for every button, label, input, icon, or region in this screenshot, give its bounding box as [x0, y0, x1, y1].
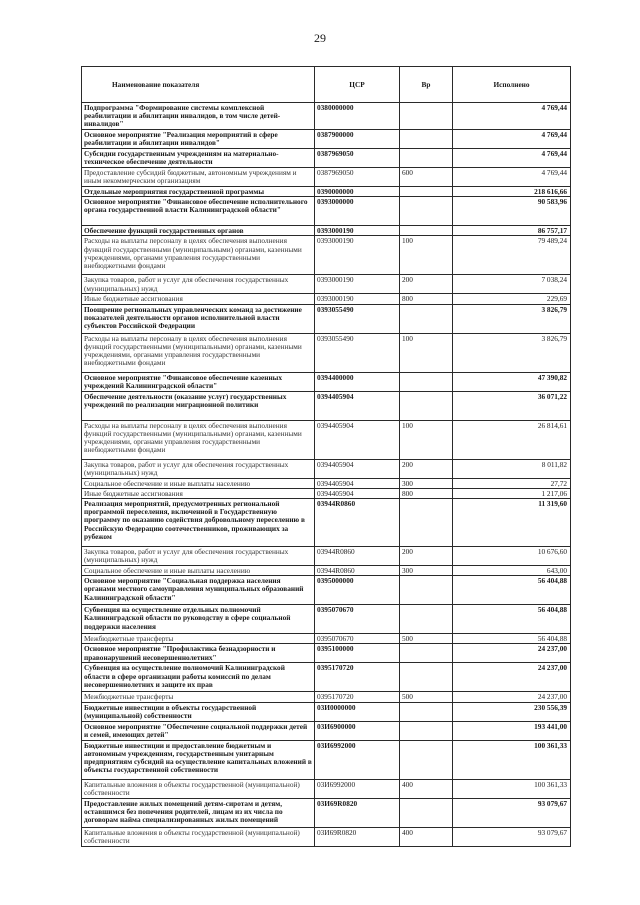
table-row [82, 149, 571, 168]
row-csr: 0394405904 [315, 478, 400, 488]
table-row [82, 488, 571, 498]
row-vr [400, 391, 453, 420]
row-csr: 0395170720 [315, 692, 400, 702]
row-name: Подпрограмма "Формирование системы комплексной реабилитации и абилитации инвалидов, в том числе детей-инвалидов" [82, 103, 315, 130]
table-row [82, 566, 571, 576]
table-row [82, 103, 571, 130]
row-name: Основное мероприятие "Обеспечение социальной поддержки детей и семей, имеющих детей" [82, 721, 315, 740]
row-vr: 800 [400, 488, 453, 498]
table-header-row [82, 67, 571, 103]
table-row [82, 702, 571, 721]
row-amount: 56 404,88 [453, 605, 571, 634]
row-csr: 0395000000 [315, 576, 400, 605]
row-vr [400, 644, 453, 663]
row-csr: 0394400000 [315, 372, 400, 391]
table-row [82, 226, 571, 236]
row-name: Обеспечение деятельности (оказание услуг) государственных учреждений по реализации миграционной политики [82, 391, 315, 420]
row-vr [400, 304, 453, 333]
row-vr [400, 605, 453, 634]
row-amount: 24 237,00 [453, 692, 571, 702]
row-name: Социальное обеспечение и иные выплаты населению [82, 478, 315, 488]
row-vr: 800 [400, 294, 453, 304]
row-csr: 0394405904 [315, 420, 400, 459]
row-vr: 400 [400, 827, 453, 846]
row-amount: 8 011,82 [453, 459, 571, 478]
table-row [82, 740, 571, 779]
row-csr: 03944R0860 [315, 547, 400, 566]
row-vr: 100 [400, 236, 453, 275]
row-name: Бюджетные инвестиции и предоставление бюджетным и автономным учреждениям, государственным унитарным предприятиям субсидий на осуществление капитальных вложений в объекты государственной собственности [82, 740, 315, 779]
row-amount: 4 769,44 [453, 103, 571, 130]
row-vr [400, 721, 453, 740]
table-row [82, 420, 571, 459]
table-row [82, 798, 571, 827]
table-row [82, 644, 571, 663]
row-name: Межбюджетные трансферты [82, 692, 315, 702]
table-body [82, 103, 571, 847]
row-vr: 300 [400, 566, 453, 576]
table-row [82, 294, 571, 304]
table-row [82, 478, 571, 488]
row-amount: 26 814,61 [453, 420, 571, 459]
row-name: Закупка товаров, работ и услуг для обеспечения государственных (муниципальных) нужд [82, 459, 315, 478]
row-csr: 0393055490 [315, 304, 400, 333]
row-csr: 03944R0860 [315, 566, 400, 576]
row-amount: 79 489,24 [453, 236, 571, 275]
row-name: Поощрение региональных управленческих команд за достижение показателей деятельности органов исполнительной власти субъектов Российской Федерации [82, 304, 315, 333]
row-vr: 300 [400, 478, 453, 488]
row-csr: 0393000190 [315, 236, 400, 275]
row-amount: 24 237,00 [453, 663, 571, 692]
row-vr: 500 [400, 692, 453, 702]
row-amount: 4 769,44 [453, 168, 571, 187]
row-csr: 0393055490 [315, 333, 400, 372]
row-name: Основное мероприятие "Профилактика безнадзорности и правонарушений несовершеннолетних" [82, 644, 315, 663]
row-name: Основное мероприятие "Финансовое обеспечение исполнительного органа государственной власти Калининградской области" [82, 197, 315, 226]
row-csr: 0380000000 [315, 103, 400, 130]
row-amount: 93 079,67 [453, 827, 571, 846]
table-row [82, 605, 571, 634]
table-row [82, 304, 571, 333]
row-csr: 0393000190 [315, 226, 400, 236]
row-name: Основное мероприятие "Финансовое обеспечение казенных учреждений Калининградской области" [82, 372, 315, 391]
row-vr [400, 576, 453, 605]
row-amount: 10 676,60 [453, 547, 571, 566]
row-vr: 500 [400, 634, 453, 644]
row-csr: 0395070670 [315, 605, 400, 634]
row-amount: 1 217,06 [453, 488, 571, 498]
row-name: Иные бюджетные ассигнования [82, 294, 315, 304]
header-vr: Вр [400, 67, 453, 103]
row-vr [400, 740, 453, 779]
header-csr: ЦСР [315, 67, 400, 103]
table-row [82, 547, 571, 566]
row-name: Субсидии государственным учреждениям на материально-техническое обеспечение деятельности [82, 149, 315, 168]
table-row [82, 236, 571, 275]
row-amount: 56 404,88 [453, 576, 571, 605]
row-name: Закупка товаров, работ и услуг для обеспечения государственных (муниципальных) нужд [82, 275, 315, 294]
row-csr: 0394405904 [315, 459, 400, 478]
row-name: Расходы на выплаты персоналу в целях обеспечения выполнения функций государственными (муниципальными) органами, казенными учреждениями, органами управления государственными внебюджетными фондами [82, 420, 315, 459]
row-vr [400, 372, 453, 391]
row-csr: 0387969050 [315, 149, 400, 168]
row-vr [400, 798, 453, 827]
row-csr: 0390000000 [315, 187, 400, 197]
row-amount: 47 390,82 [453, 372, 571, 391]
table-row [82, 827, 571, 846]
row-amount: 100 361,33 [453, 740, 571, 779]
row-csr: 03И0000000 [315, 702, 400, 721]
table-row [82, 391, 571, 420]
row-vr [400, 149, 453, 168]
row-amount: 56 404,88 [453, 634, 571, 644]
row-csr: 0387969050 [315, 168, 400, 187]
row-name: Субвенция на осуществление отдельных полномочий Калининградской области по руководству в сфере социальной поддержки населения [82, 605, 315, 634]
row-csr: 0395170720 [315, 663, 400, 692]
table-row [82, 333, 571, 372]
table-row [82, 499, 571, 547]
table-row [82, 576, 571, 605]
row-amount: 643,00 [453, 566, 571, 576]
table-row [82, 197, 571, 226]
row-vr: 600 [400, 168, 453, 187]
row-amount: 7 038,24 [453, 275, 571, 294]
row-name: Капитальные вложения в объекты государственной (муниципальной) собственности [82, 827, 315, 846]
row-vr [400, 226, 453, 236]
row-amount: 90 583,96 [453, 197, 571, 226]
table-row [82, 372, 571, 391]
table-row [82, 168, 571, 187]
row-vr [400, 197, 453, 226]
row-name: Отдельные мероприятия государственной программы [82, 187, 315, 197]
row-amount: 4 769,44 [453, 149, 571, 168]
row-name: Межбюджетные трансферты [82, 634, 315, 644]
row-name: Бюджетные инвестиции в объекты государственной (муниципальной) собственности [82, 702, 315, 721]
row-csr: 0394405904 [315, 488, 400, 498]
row-name: Субвенция на осуществление полномочий Калининградской области в сфере организации работы комиссий по делам несовершеннолетних и защите их прав [82, 663, 315, 692]
table-row [82, 459, 571, 478]
row-csr: 03И6992000 [315, 779, 400, 798]
page-number: 29 [314, 31, 326, 45]
table-row [82, 663, 571, 692]
budget-execution-table [81, 66, 571, 847]
row-vr: 100 [400, 420, 453, 459]
row-vr: 200 [400, 547, 453, 566]
row-csr: 03И69R0820 [315, 798, 400, 827]
row-name: Предоставление субсидий бюджетным, автономным учреждениям и иным некоммерческим организациям [82, 168, 315, 187]
row-name: Закупка товаров, работ и услуг для обеспечения государственных (муниципальных) нужд [82, 547, 315, 566]
row-amount: 100 361,33 [453, 779, 571, 798]
row-name: Иные бюджетные ассигнования [82, 488, 315, 498]
row-name: Основное мероприятие "Социальная поддержка населения органами местного самоуправления муниципальных образований Калининградской области" [82, 576, 315, 605]
table-row [82, 779, 571, 798]
row-vr [400, 499, 453, 547]
row-amount: 27,72 [453, 478, 571, 488]
row-name: Капитальные вложения в объекты государственной (муниципальной) собственности [82, 779, 315, 798]
row-amount: 93 079,67 [453, 798, 571, 827]
row-csr: 0393000190 [315, 294, 400, 304]
row-vr [400, 130, 453, 149]
table-row [82, 187, 571, 197]
row-csr: 03И6992000 [315, 740, 400, 779]
row-vr [400, 103, 453, 130]
table-row [82, 130, 571, 149]
row-csr: 0394405904 [315, 391, 400, 420]
row-csr: 0395100000 [315, 644, 400, 663]
table-row [82, 721, 571, 740]
row-csr: 03944R0860 [315, 499, 400, 547]
row-amount: 36 071,22 [453, 391, 571, 420]
table-row [82, 634, 571, 644]
row-amount: 229,69 [453, 294, 571, 304]
row-name: Реализация мероприятий, предусмотренных региональной программой переселения, включенной в Государственную программу по оказанию содействия добровольному переселению в Российскую Федерацию соотечественников, проживающих за рубежом [82, 499, 315, 547]
row-name: Социальное обеспечение и иные выплаты населению [82, 566, 315, 576]
row-vr: 200 [400, 459, 453, 478]
row-amount: 24 237,00 [453, 644, 571, 663]
header-name: Наименование показателя [82, 67, 315, 103]
row-csr: 03И6900000 [315, 721, 400, 740]
row-name: Предоставление жилых помещений детям-сиротам и детям, оставшимся без попечения родителей, лицам из их числа по договорам найма специализированных жилых помещений [82, 798, 315, 827]
row-csr: 0387900000 [315, 130, 400, 149]
row-vr: 200 [400, 275, 453, 294]
row-vr: 400 [400, 779, 453, 798]
row-name: Обеспечение функций государственных органов [82, 226, 315, 236]
row-csr: 0395070670 [315, 634, 400, 644]
table-row [82, 692, 571, 702]
row-csr: 0393000000 [315, 197, 400, 226]
row-amount: 193 441,00 [453, 721, 571, 740]
row-amount: 218 616,66 [453, 187, 571, 197]
row-csr: 0393000190 [315, 275, 400, 294]
row-name: Основное мероприятие "Реализация мероприятий в сфере реабилитации и абилитации инвалидов" [82, 130, 315, 149]
row-vr [400, 187, 453, 197]
row-vr: 100 [400, 333, 453, 372]
row-amount: 230 556,39 [453, 702, 571, 721]
row-name: Расходы на выплаты персоналу в целях обеспечения выполнения функций государственными (муниципальными) органами, казенными учреждениями, органами управления государственными внебюджетными фондами [82, 236, 315, 275]
row-amount: 86 757,17 [453, 226, 571, 236]
table-row [82, 275, 571, 294]
row-amount: 11 319,60 [453, 499, 571, 547]
row-amount: 4 769,44 [453, 130, 571, 149]
row-vr [400, 663, 453, 692]
header-amount: Исполнено [453, 67, 571, 103]
row-vr [400, 702, 453, 721]
row-name: Расходы на выплаты персоналу в целях обеспечения выполнения функций государственными (муниципальными) органами, казенными учреждениями, органами управления государственными внебюджетными фондами [82, 333, 315, 372]
row-amount: 3 826,79 [453, 304, 571, 333]
row-csr: 03И69R0820 [315, 827, 400, 846]
row-amount: 3 826,79 [453, 333, 571, 372]
